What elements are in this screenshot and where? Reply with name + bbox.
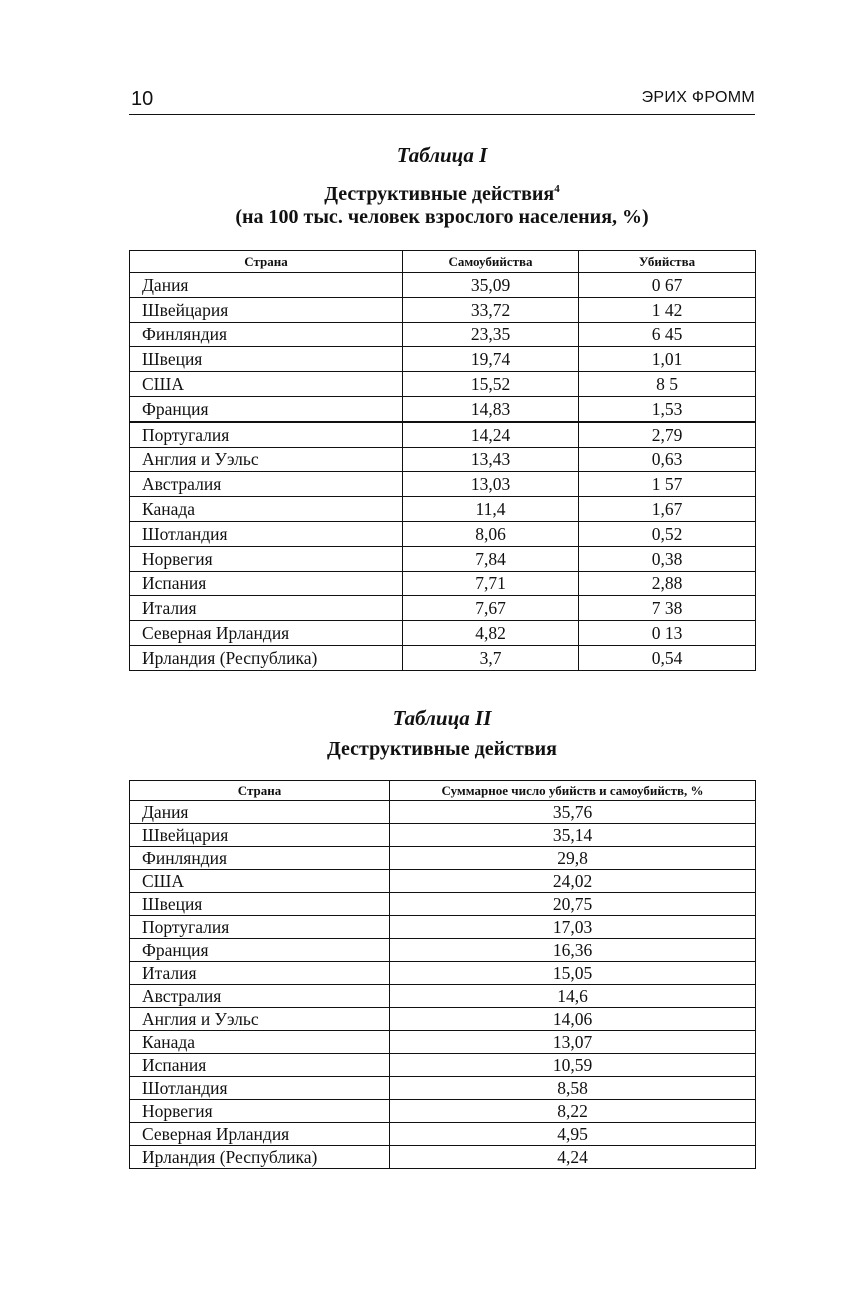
murders-cell: 0 13 (579, 621, 756, 646)
country-cell: Швейцария (130, 297, 403, 322)
table-row (130, 372, 756, 397)
table-row (130, 1123, 756, 1146)
table-row (130, 571, 756, 596)
table1-header-row (130, 251, 756, 273)
table-row (130, 893, 756, 916)
murders-cell: 1 57 (579, 472, 756, 497)
country-cell: Канада (130, 497, 403, 522)
table-row (130, 824, 756, 847)
table-row (130, 962, 756, 985)
table-row (130, 273, 756, 298)
country-cell: Англия и Уэльс (130, 447, 403, 472)
table-row (130, 939, 756, 962)
country-cell: США (130, 870, 390, 893)
table-row (130, 985, 756, 1008)
table1-label: Таблица I (396, 143, 488, 167)
total-cell: 13,07 (390, 1031, 756, 1054)
country-cell: Испания (130, 1054, 390, 1077)
country-cell: Швейцария (130, 824, 390, 847)
total-cell: 15,05 (390, 962, 756, 985)
country-cell: Норвегия (130, 546, 403, 571)
suicides-cell: 35,09 (403, 273, 579, 298)
suicides-cell: 33,72 (403, 297, 579, 322)
suicides-cell: 7,84 (403, 546, 579, 571)
table-row (130, 870, 756, 893)
table-row (130, 1031, 756, 1054)
total-cell: 17,03 (390, 916, 756, 939)
country-cell: США (130, 372, 403, 397)
table-row (130, 521, 756, 546)
murders-cell: 0,38 (579, 546, 756, 571)
suicides-cell: 23,35 (403, 322, 579, 347)
table2-header-row (130, 781, 756, 801)
murders-cell: 1,01 (579, 347, 756, 372)
murders-cell: 8 5 (579, 372, 756, 397)
total-cell: 16,36 (390, 939, 756, 962)
total-cell: 14,6 (390, 985, 756, 1008)
suicides-cell: 14,24 (403, 422, 579, 447)
murders-cell: 0,52 (579, 521, 756, 546)
table-row (130, 297, 756, 322)
country-cell: Канада (130, 1031, 390, 1054)
total-cell: 4,24 (390, 1146, 756, 1169)
country-cell: Шотландия (130, 521, 403, 546)
table-row (130, 621, 756, 646)
table1 (129, 250, 756, 671)
suicides-cell: 8,06 (403, 521, 579, 546)
table2-title: Деструктивные действия (327, 738, 557, 760)
total-cell: 20,75 (390, 893, 756, 916)
country-cell: Ирландия (Республика) (130, 1146, 390, 1169)
table-row (130, 396, 756, 421)
table-row (130, 546, 756, 571)
murders-cell: 0,54 (579, 645, 756, 670)
murders-cell: 2,88 (579, 571, 756, 596)
table2 (129, 780, 756, 1169)
total-cell: 8,22 (390, 1100, 756, 1123)
suicides-cell: 15,52 (403, 372, 579, 397)
suicides-cell: 7,71 (403, 571, 579, 596)
table-row (130, 645, 756, 670)
country-cell: Норвегия (130, 1100, 390, 1123)
suicides-cell: 14,83 (403, 396, 579, 421)
country-cell: Северная Ирландия (130, 621, 403, 646)
country-cell: Португалия (130, 422, 403, 447)
country-cell: Австралия (130, 985, 390, 1008)
table1-col-suicides: Самоубийства (403, 251, 579, 273)
table2-col-total: Суммарное число убийств и самоубийств, % (390, 781, 756, 801)
murders-cell: 1 42 (579, 297, 756, 322)
murders-cell: 6 45 (579, 322, 756, 347)
murders-cell: 1,53 (579, 396, 756, 421)
table-row (130, 1077, 756, 1100)
page-number: 10 (131, 88, 154, 110)
country-cell: Северная Ирландия (130, 1123, 390, 1146)
table2-col-country: Страна (130, 781, 390, 801)
suicides-cell: 19,74 (403, 347, 579, 372)
suicides-cell: 4,82 (403, 621, 579, 646)
total-cell: 14,06 (390, 1008, 756, 1031)
total-cell: 35,76 (390, 801, 756, 824)
country-cell: Дания (130, 801, 390, 824)
table1-footnote-mark: 4 (554, 183, 560, 195)
table-row (130, 347, 756, 372)
murders-cell: 0,63 (579, 447, 756, 472)
country-cell: Австралия (130, 472, 403, 497)
table-row (130, 322, 756, 347)
country-cell: Ирландия (Республика) (130, 645, 403, 670)
total-cell: 24,02 (390, 870, 756, 893)
running-header (129, 84, 755, 115)
table-row (130, 447, 756, 472)
country-cell: Англия и Уэльс (130, 1008, 390, 1031)
table1-subtitle: (на 100 тыс. человек взрослого населения, %) (235, 206, 649, 228)
country-cell: Финляндия (130, 322, 403, 347)
suicides-cell: 11,4 (403, 497, 579, 522)
murders-cell: 2,79 (579, 422, 756, 447)
country-cell: Франция (130, 939, 390, 962)
total-cell: 35,14 (390, 824, 756, 847)
table-row (130, 472, 756, 497)
country-cell: Дания (130, 273, 403, 298)
total-cell: 10,59 (390, 1054, 756, 1077)
table-row (130, 1008, 756, 1031)
table1-col-country: Страна (130, 251, 403, 273)
running-author: ЭРИХ ФРОММ (641, 89, 755, 106)
table-row (130, 1146, 756, 1169)
table1-col-murders: Убийства (579, 251, 756, 273)
country-cell: Финляндия (130, 847, 390, 870)
table-row (130, 497, 756, 522)
total-cell: 8,58 (390, 1077, 756, 1100)
suicides-cell: 13,43 (403, 447, 579, 472)
murders-cell: 1,67 (579, 497, 756, 522)
murders-cell: 7 38 (579, 596, 756, 621)
country-cell: Шотландия (130, 1077, 390, 1100)
country-cell: Швеция (130, 347, 403, 372)
country-cell: Италия (130, 596, 403, 621)
table-row (130, 596, 756, 621)
suicides-cell: 7,67 (403, 596, 579, 621)
suicides-cell: 3,7 (403, 645, 579, 670)
table-row (130, 847, 756, 870)
table-row (130, 801, 756, 824)
total-cell: 4,95 (390, 1123, 756, 1146)
country-cell: Франция (130, 396, 403, 421)
country-cell: Швеция (130, 893, 390, 916)
murders-cell: 0 67 (579, 273, 756, 298)
country-cell: Италия (130, 962, 390, 985)
table-row (130, 1054, 756, 1077)
country-cell: Испания (130, 571, 403, 596)
table-row (130, 916, 756, 939)
table1-title-text: Деструктивные действия (324, 183, 555, 205)
table-row (130, 1100, 756, 1123)
country-cell: Португалия (130, 916, 390, 939)
table-row (130, 422, 756, 447)
table2-label: Таблица II (392, 706, 492, 730)
total-cell: 29,8 (390, 847, 756, 870)
suicides-cell: 13,03 (403, 472, 579, 497)
